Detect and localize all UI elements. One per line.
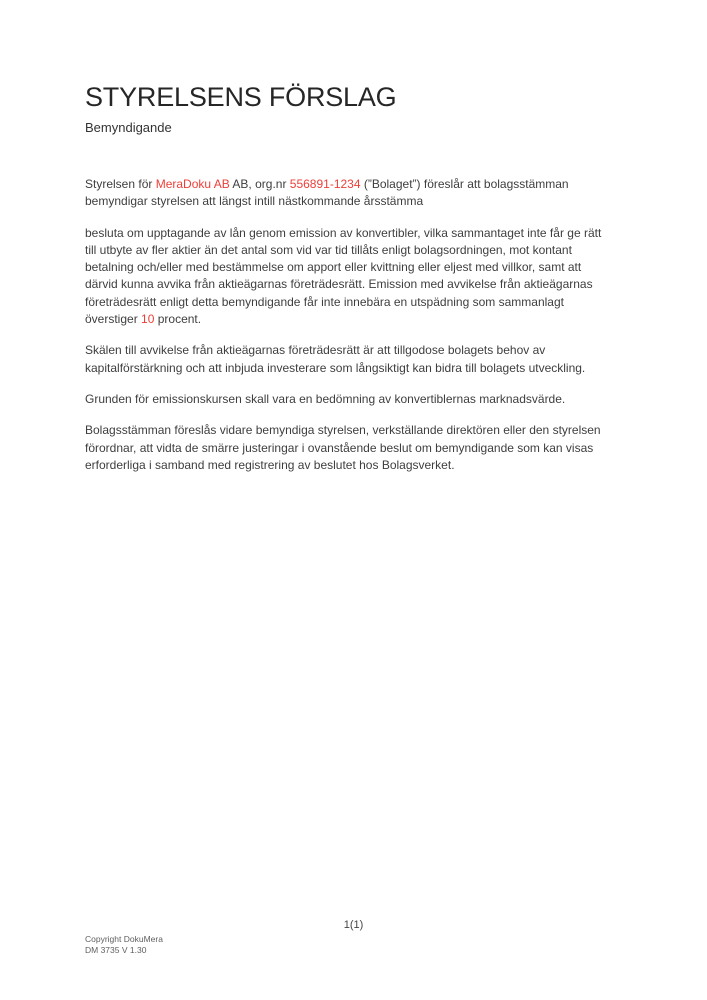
paragraph-reasons: Skälen till avvikelse från aktieägarnas företrädesrätt är att tillgodose bolagets behov av kapitalförstärkning och att inbjuda investerare som långsiktigt kan bidra till bolagets utveckling. [85,343,586,375]
intro-text-2: AB, org.nr [229,177,290,191]
page-number: 1(1) [343,919,364,931]
percentage-highlight: 10 [141,312,155,327]
footer-document-id: DM 3735 V 1.30 [85,945,147,955]
resolution-text-1: besluta om upptagande av lån genom emission av konvertibler, vilka sammantaget inte får ge rätt till utbyte av fler aktier än det antal som vid var tid tillåts enligt bolagsordningen, mot kontant betalning och/eller med bestämmelse om apport eller kvittning eller eljest med villkor, samt att därvid kunna avvika från aktieägarnas företrädesrätt. Emission med avvikelse från aktieägarnas företrädesrätt enligt detta bemyndigande får inte innebära en utspädning som sammanlagt överstiger [85,225,602,327]
document-title: STYRELSENS FÖRSLAG [85,82,397,112]
document-footer [85,934,163,956]
document-body [85,176,613,488]
paragraph-adjustments: Bolagsstämman föreslås vidare bemyndiga styrelsen, verkställande direktören eller den styrelsen förordnar, att vidta de smärre justeringar i ovanstående beslut om bemyndigande som kan visas erforderliga i samband med registrering av beslutet hos Bolagsverket. [85,423,601,472]
intro-text-1: Styrelsen för [85,177,156,191]
resolution-text-2: procent. [154,312,202,327]
company-name-highlight: MeraDoku AB [155,177,230,191]
paragraph-resolution [85,225,613,329]
org-number-highlight: 556891-1234 [289,177,361,191]
paragraph-intro [85,176,613,211]
intro-text-3: (”Bolaget”) föreslår att bolagsstämman bemyndigar styrelsen att längst intill nästkommande årsstämma [85,177,569,209]
document-subtitle: Bemyndigande [85,120,172,135]
footer-copyright: Copyright DokuMera [85,934,163,944]
paragraph-issue-price: Grunden för emissionskursen skall vara en bedömning av konvertiblernas marknadsvärde. [85,391,566,406]
